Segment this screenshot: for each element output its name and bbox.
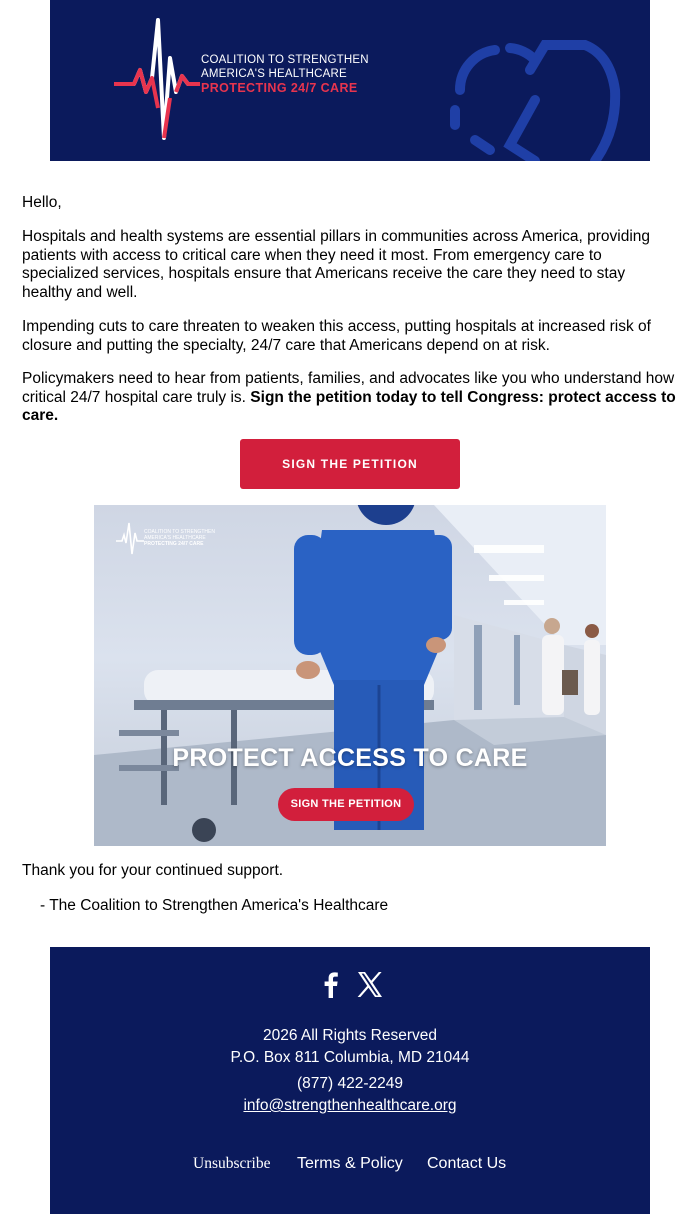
paragraph-3-text: Policymakers need to hear from patients, families, and advocates like you who understand how critical 24/7 hospital care truly is. <box>22 370 675 406</box>
hero-logo-line-2: AMERICA'S HEALTHCARE <box>144 535 206 541</box>
thank-you-text: Thank you for your continued support. <box>22 862 284 879</box>
terms-policy-link[interactable]: Terms & Policy <box>297 1155 403 1172</box>
hero-image[interactable] <box>94 505 606 846</box>
hero-headline: PROTECT ACCESS TO CARE <box>172 744 528 772</box>
hero-sign-petition-button[interactable]: SIGN THE PETITION <box>278 788 414 821</box>
footer-phone[interactable]: (877) 422-2249 <box>297 1075 403 1092</box>
logo-line-3: PROTECTING 24/7 CARE <box>201 81 358 95</box>
greeting-text: Hello, <box>22 194 62 211</box>
paragraph-3 <box>22 370 678 426</box>
hero-logo-text <box>144 529 215 547</box>
paragraph-1-text: Hospitals and health systems are essential pillars in communities across America, providing patients with access to critical care when they need it most. From emergency care to specialized services, hospitals ensure that Americans receive the care they need to stay healthy and well. <box>22 228 651 301</box>
x-icon[interactable] <box>356 971 383 998</box>
logo-line-1: COALITION TO STRENGTHEN <box>201 54 369 66</box>
social-links <box>50 971 650 1001</box>
paragraph-2-text: Impending cuts to care threaten to weaken this access, putting hospitals at increased risk of closure and putting the specialty, 24/7 care that Americans depend on at risk. <box>22 318 651 354</box>
footer-address: P.O. Box 811 Columbia, MD 21044 <box>230 1049 470 1066</box>
paragraph-2 <box>22 318 678 355</box>
hero-logo-line-3: PROTECTING 24/7 CARE <box>144 541 204 547</box>
heartbeat-icon <box>112 18 202 143</box>
facebook-icon[interactable] <box>321 971 339 999</box>
clock-heart-decoration-icon <box>435 30 650 161</box>
contact-us-link[interactable]: Contact Us <box>427 1155 507 1172</box>
signature-text: - The Coalition to Strengthen America's Healthcare <box>40 897 389 914</box>
paragraph-1 <box>22 228 678 302</box>
paragraph-3-bold[interactable]: Sign the petition today to tell Congress: protect access to care. <box>22 388 676 424</box>
hero-logo-line-1: COALITION TO STRENGTHEN <box>144 529 215 535</box>
footer-rights: 2026 All Rights Reserved <box>262 1027 438 1044</box>
unsubscribe-link[interactable]: Unsubscribe <box>193 1155 271 1172</box>
footer-email-link[interactable]: info@strengthenhealthcare.org <box>243 1097 457 1114</box>
sign-petition-button[interactable]: SIGN THE PETITION <box>240 439 460 489</box>
hero-heartbeat-icon <box>116 521 144 555</box>
footer-links <box>50 1155 650 1175</box>
greeting <box>22 194 678 213</box>
header-banner <box>50 0 650 161</box>
footer <box>50 947 650 1214</box>
header-logo-text <box>201 53 369 95</box>
logo-line-2: AMERICA'S HEALTHCARE <box>201 68 347 80</box>
